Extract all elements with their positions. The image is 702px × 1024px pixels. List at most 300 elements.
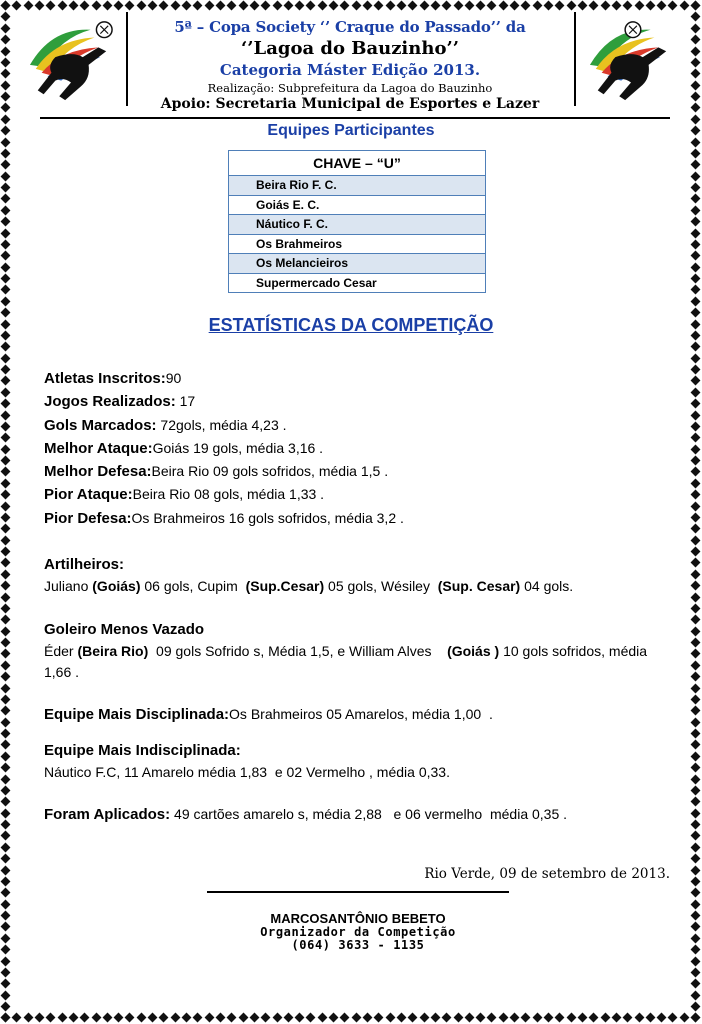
border-diamond [34, 1, 44, 11]
border-diamond [1, 808, 11, 818]
border-diamond [283, 1, 293, 11]
border-diamond [691, 592, 701, 602]
border-diamond [1, 558, 11, 568]
border-diamond [283, 1013, 293, 1023]
border-diamond [691, 967, 701, 977]
border-diamond [1, 194, 11, 204]
border-diamond [691, 808, 701, 818]
border-diamond [430, 1013, 440, 1023]
border-diamond [1, 717, 11, 727]
border-diamond [1, 251, 11, 261]
team-row: Náutico F. C. [229, 215, 485, 235]
border-diamond [487, 1, 497, 11]
border-diamond [340, 1013, 350, 1023]
border-diamond [408, 1, 418, 11]
border-diamond [691, 274, 701, 284]
border-diamond [453, 1, 463, 11]
border-diamond [691, 512, 701, 522]
border-diamond [691, 774, 701, 784]
organizer-role: Organizador da Competição [260, 925, 456, 939]
border-diamond [1, 672, 11, 682]
border-diamond [691, 990, 701, 1000]
border-diamond [261, 1, 271, 11]
border-diamond [657, 1013, 667, 1023]
border-diamond [691, 797, 701, 807]
border-diamond [68, 1, 78, 11]
border-diamond [691, 672, 701, 682]
border-diamond [306, 1013, 316, 1023]
border-diamond [329, 1013, 339, 1023]
border-diamond [691, 888, 701, 898]
border-diamond [351, 1, 361, 11]
border-diamond [691, 729, 701, 739]
border-diamond [1, 626, 11, 636]
border-diamond [385, 1, 395, 11]
border-diamond [385, 1013, 395, 1023]
border-diamond [691, 421, 701, 431]
border-diamond [611, 1013, 621, 1023]
border-diamond [1, 1, 11, 11]
border-diamond [1, 376, 11, 386]
border-diamond [1, 785, 11, 795]
tournament-organizer: Realização: Subprefeitura da Lagoa do Bauzinho [207, 81, 493, 95]
border-diamond [691, 535, 701, 545]
scorer-team: (Sup. Cesar) [437, 578, 521, 595]
border-diamond [1, 683, 11, 693]
border-diamond [691, 148, 701, 158]
border-diamond [159, 1, 169, 11]
border-diamond [272, 1, 282, 11]
border-diamond [340, 1, 350, 11]
border-diamond [1, 649, 11, 659]
border-diamond [170, 1013, 180, 1023]
border-diamond [1, 967, 11, 977]
stat-label: Atletas Inscritos: [44, 370, 166, 387]
border-diamond [1, 365, 11, 375]
border-diamond [80, 1, 90, 11]
border-diamond [249, 1, 259, 11]
border-diamond [691, 376, 701, 386]
border-diamond [691, 501, 701, 511]
goalkeeper-part: 09 gols Sofrido s, Média 1,5, e William Alves [148, 643, 448, 660]
participants-heading: Equipes Participantes [267, 122, 435, 139]
scorer-text: 05 gols, Wésiley [324, 578, 438, 595]
border-diamond [46, 1013, 56, 1023]
border-diamond [691, 626, 701, 636]
border-diamond [691, 342, 701, 352]
border-diamond [182, 1, 192, 11]
border-diamond [623, 1, 633, 11]
border-diamond [374, 1, 384, 11]
border-diamond [317, 1013, 327, 1023]
border-diamond [204, 1013, 214, 1023]
stat-worst-defense [44, 507, 674, 530]
border-diamond [634, 1, 644, 11]
border-diamond [691, 262, 701, 272]
border-diamond [1, 1013, 11, 1023]
stat-value: Beira Rio 08 gols, média 1,33 . [132, 486, 325, 503]
border-diamond [611, 1, 621, 11]
stat-label: Melhor Defesa: [44, 463, 152, 481]
border-diamond [691, 842, 701, 852]
border-diamond [46, 1, 56, 11]
border-diamond [1, 23, 11, 33]
organizer-name: MARCOSANTÔNIO BEBETO [270, 911, 446, 926]
border-diamond [1, 296, 11, 306]
border-diamond [1, 103, 11, 113]
border-diamond [136, 1013, 146, 1023]
border-diamond [691, 740, 701, 750]
border-diamond [1, 820, 11, 830]
border-diamond [691, 387, 701, 397]
border-diamond [544, 1, 554, 11]
border-diamond [691, 69, 701, 79]
border-diamond [691, 467, 701, 477]
border-diamond [1, 751, 11, 761]
place-date: Rio Verde, 09 de setembro de 2013. [424, 866, 670, 882]
stat-label: Jogos Realizados: [44, 393, 176, 411]
border-diamond [272, 1013, 282, 1023]
border-diamond [114, 1013, 124, 1023]
border-diamond [23, 1013, 33, 1023]
least-disciplined-title: Equipe Mais Indisciplinada: [44, 742, 241, 760]
border-diamond [691, 638, 701, 648]
border-diamond [204, 1, 214, 11]
border-diamond [419, 1013, 429, 1023]
border-diamond [691, 228, 701, 238]
border-diamond [68, 1013, 78, 1023]
border-diamond [691, 410, 701, 420]
border-diamond [691, 23, 701, 33]
border-diamond [691, 490, 701, 500]
border-diamond [691, 876, 701, 886]
border-diamond [691, 694, 701, 704]
stat-label: Melhor Ataque: [44, 439, 153, 457]
border-diamond [691, 399, 701, 409]
border-diamond [691, 171, 701, 181]
border-diamond [1, 421, 11, 431]
border-diamond [691, 205, 701, 215]
stat-label: Foram Aplicados: [44, 806, 171, 824]
border-diamond [363, 1, 373, 11]
border-diamond [1, 581, 11, 591]
stat-label: Pior Defesa: [44, 509, 132, 527]
border-diamond [261, 1013, 271, 1023]
border-diamond [80, 1013, 90, 1023]
border-diamond [1, 603, 11, 613]
border-diamond [148, 1, 158, 11]
border-diamond [691, 558, 701, 568]
border-diamond [1, 35, 11, 45]
border-diamond [691, 103, 701, 113]
border-diamond [1, 501, 11, 511]
border-diamond [102, 1, 112, 11]
border-diamond [691, 183, 701, 193]
stat-value: 72gols, média 4,23 . [160, 416, 287, 433]
border-diamond [1, 888, 11, 898]
border-diamond [691, 569, 701, 579]
border-diamond [691, 296, 701, 306]
border-diamond [430, 1, 440, 11]
border-diamond [691, 524, 701, 534]
border-diamond [464, 1013, 474, 1023]
stat-goals [44, 414, 674, 437]
border-diamond [1, 410, 11, 420]
border-diamond [521, 1, 531, 11]
border-diamond [1, 456, 11, 466]
border-diamond [1, 228, 11, 238]
team-row: Os Brahmeiros [229, 235, 485, 255]
border-diamond [566, 1013, 576, 1023]
signature-line [207, 891, 509, 893]
border-diamond [691, 615, 701, 625]
goalkeeper-part: 10 gols sofridos, média 1,66 . [44, 643, 648, 681]
signature-block [0, 912, 702, 952]
border-diamond [691, 660, 701, 670]
border-diamond [442, 1, 452, 11]
border-diamond [691, 365, 701, 375]
border-diamond [363, 1013, 373, 1023]
border-diamond [1, 660, 11, 670]
border-diamond [691, 80, 701, 90]
border-diamond [510, 1013, 520, 1023]
stat-value: 90 [165, 370, 182, 386]
scorer-team: (Sup.Cesar) [245, 578, 325, 595]
stat-label: Gols Marcados: [44, 416, 157, 434]
border-diamond [1, 160, 11, 170]
border-diamond [1, 524, 11, 534]
border-diamond [691, 1, 701, 11]
border-diamond [1, 478, 11, 488]
border-diamond [1, 615, 11, 625]
border-diamond [249, 1013, 259, 1023]
stat-value: Goiás 19 gols, média 3,16 . [152, 439, 324, 456]
border-diamond [464, 1, 474, 11]
border-diamond [1, 854, 11, 864]
border-diamond [91, 1013, 101, 1023]
border-diamond [577, 1013, 587, 1023]
stat-best-defense [44, 460, 674, 483]
border-diamond [691, 35, 701, 45]
border-diamond [182, 1013, 192, 1023]
border-diamond [34, 1013, 44, 1023]
goalkeeper-text [44, 641, 664, 683]
border-diamond [1, 956, 11, 966]
border-diamond [1, 205, 11, 215]
scorers-text [44, 576, 674, 597]
stat-best-attack [44, 437, 674, 460]
stat-value: 49 cartões amarelo s, média 2,88 e 06 vermelho média 0,35 . [174, 806, 568, 823]
stat-label: Equipe Mais Disciplinada: [44, 706, 230, 724]
border-diamond [1, 763, 11, 773]
border-diamond [555, 1013, 565, 1023]
border-diamond [1, 399, 11, 409]
border-diamond [679, 1, 689, 11]
cards-applied [44, 803, 674, 826]
border-diamond [136, 1, 146, 11]
tournament-category: Categoria Máster Edição 2013. [219, 61, 481, 79]
stat-games [44, 390, 674, 413]
border-diamond [532, 1, 542, 11]
border-diamond [1, 342, 11, 352]
border-diamond [329, 1, 339, 11]
border-diamond [1, 569, 11, 579]
border-diamond [1, 148, 11, 158]
border-diamond [442, 1013, 452, 1023]
border-diamond [691, 12, 701, 22]
border-diamond [476, 1013, 486, 1023]
border-diamond [589, 1013, 599, 1023]
border-diamond [1, 740, 11, 750]
border-diamond [306, 1, 316, 11]
border-diamond [215, 1013, 225, 1023]
border-diamond [1, 217, 11, 227]
scorers-title: Artilheiros: [44, 556, 125, 574]
border-diamond [691, 251, 701, 261]
stat-worst-attack [44, 483, 674, 506]
border-diamond [227, 1013, 237, 1023]
border-diamond [1, 57, 11, 67]
goalkeeper-part: Éder [44, 643, 78, 660]
tournament-location: ‘’Lagoa do Bauzinho’’ [241, 38, 459, 59]
scorer-team: (Goiás) [92, 578, 141, 595]
border-diamond [544, 1013, 554, 1023]
header-rule [40, 117, 670, 119]
border-diamond [102, 1013, 112, 1023]
border-diamond [1, 285, 11, 295]
border-diamond [1, 171, 11, 181]
border-diamond [1, 467, 11, 477]
border-diamond [295, 1013, 305, 1023]
least-disciplined-text: Náutico F.C, 11 Amarelo média 1,83 e 02 Vermelho , média 0,33. [44, 764, 450, 781]
border-diamond [691, 717, 701, 727]
border-diamond [600, 1013, 610, 1023]
most-disciplined [44, 703, 674, 726]
team-row: Goiás E. C. [229, 196, 485, 216]
border-diamond [577, 1, 587, 11]
border-diamond [691, 239, 701, 249]
border-diamond [1, 797, 11, 807]
border-diamond [645, 1, 655, 11]
border-diamond [566, 1, 576, 11]
border-diamond [170, 1, 180, 11]
border-diamond [374, 1013, 384, 1023]
border-diamond [193, 1013, 203, 1023]
border-diamond [125, 1013, 135, 1023]
border-diamond [691, 854, 701, 864]
border-diamond [408, 1013, 418, 1023]
border-diamond [1, 831, 11, 841]
border-diamond [238, 1013, 248, 1023]
border-diamond [691, 46, 701, 56]
border-diamond [1, 69, 11, 79]
border-diamond [1, 490, 11, 500]
border-diamond [125, 1, 135, 11]
border-diamond [634, 1013, 644, 1023]
border-diamond [1, 1002, 11, 1012]
header-block [122, 12, 578, 112]
border-diamond [159, 1013, 169, 1023]
border-diamond [1, 239, 11, 249]
organizer-phone: (064) 3633 - 1135 [291, 938, 425, 952]
border-diamond [691, 1002, 701, 1012]
stat-value: 17 [179, 393, 196, 410]
border-diamond [1, 899, 11, 909]
border-diamond [589, 1, 599, 11]
border-diamond [691, 194, 701, 204]
scorer-text: 06 gols, Cupim [140, 578, 246, 595]
border-diamond [1, 535, 11, 545]
team-row: Beira Rio F. C. [229, 176, 485, 196]
soccer-player-logo-icon [582, 18, 680, 106]
group-label: CHAVE – “U” [229, 151, 485, 176]
goalkeeper-team: (Goiás ) [447, 643, 500, 660]
border-diamond [227, 1, 237, 11]
border-diamond [691, 979, 701, 989]
border-diamond [691, 603, 701, 613]
border-diamond [1, 387, 11, 397]
border-diamond [691, 456, 701, 466]
border-diamond [691, 581, 701, 591]
border-diamond [555, 1, 565, 11]
border-diamond [453, 1013, 463, 1023]
border-diamond [498, 1013, 508, 1023]
border-diamond [1, 694, 11, 704]
tournament-sponsor: Apoio: Secretaria Municipal de Esportes e Lazer [160, 96, 540, 112]
border-diamond [600, 1, 610, 11]
stat-athletes [44, 367, 674, 390]
border-diamond [510, 1, 520, 11]
border-diamond [1, 638, 11, 648]
stat-value: Os Brahmeiros 05 Amarelos, média 1,00 . [229, 706, 493, 723]
border-diamond [691, 217, 701, 227]
goalkeeper-team: (Beira Rio) [77, 643, 149, 660]
scorer-text: 04 gols. [520, 578, 574, 595]
border-diamond [532, 1013, 542, 1023]
team-row: Supermercado Cesar [256, 275, 377, 290]
border-diamond [215, 1, 225, 11]
border-diamond [691, 706, 701, 716]
border-diamond [691, 763, 701, 773]
stats-title: ESTATÍSTICAS DA COMPETIÇÃO [208, 315, 494, 335]
border-diamond [91, 1, 101, 11]
border-diamond [691, 57, 701, 67]
border-diamond [238, 1, 248, 11]
border-diamond [668, 1, 678, 11]
border-diamond [1, 262, 11, 272]
border-diamond [657, 1, 667, 11]
border-diamond [12, 1, 22, 11]
border-diamond [1, 353, 11, 363]
border-diamond [691, 649, 701, 659]
border-diamond [1, 433, 11, 443]
border-diamond [691, 956, 701, 966]
border-diamond [23, 1, 33, 11]
border-diamond [668, 1013, 678, 1023]
border-diamond [1, 547, 11, 557]
tournament-title: 5ª – Copa Society ‘’ Craque do Passado’’ da [174, 18, 526, 36]
border-diamond [193, 1, 203, 11]
border-diamond [419, 1, 429, 11]
border-diamond [691, 865, 701, 875]
border-diamond [1, 706, 11, 716]
border-diamond [1, 979, 11, 989]
border-diamond [691, 285, 701, 295]
border-diamond [1, 12, 11, 22]
border-diamond [691, 683, 701, 693]
border-diamond [498, 1, 508, 11]
border-diamond [691, 92, 701, 102]
